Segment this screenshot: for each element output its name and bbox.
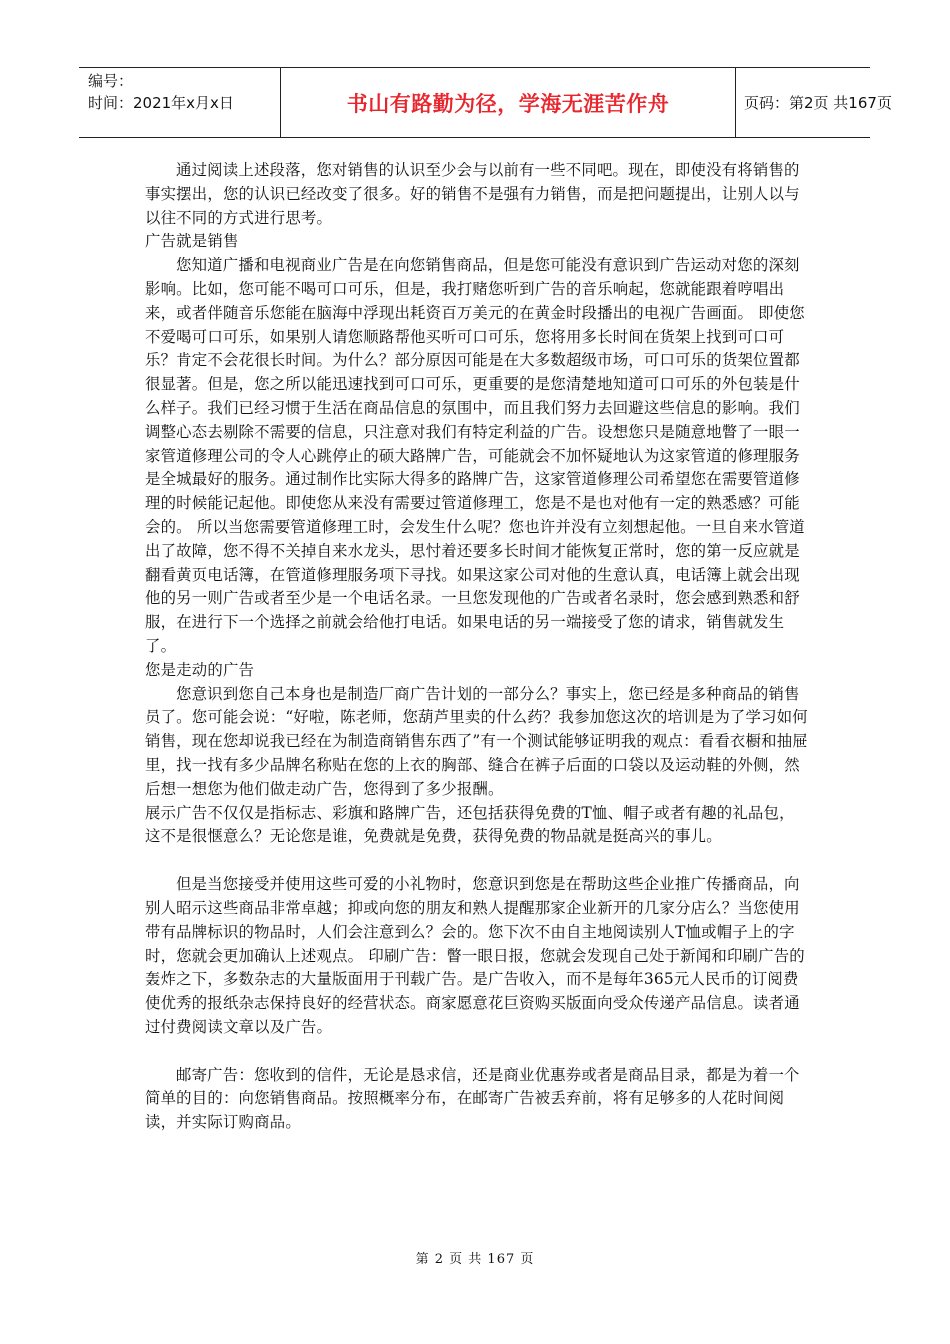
- motto-text: 书山有路勤为径，学海无涯苦作舟: [346, 91, 670, 116]
- date-text: 时间：2021年x月x日: [88, 94, 234, 112]
- paragraph-gifts-print-ads: 但是当您接受并使用这些可爱的小礼物时，您意识到您是在帮助这些企业推广传播商品，向别人昭示这些商品非常卓越；抑或向您的朋友和熟人提醒那家企业新开的几家分店么？当您使用带有品牌标识的物品时，人们会注意到么？会的。您下次不由自主地阅读别人T恤或帽子上的字时，您就会更加确认上述观点。 印刷广告：瞥一眼日报，您就会发现自己处于新闻和印刷广告的轰炸之下，多数杂志的大量版面用于刊载广告。是广告收入，而不是每年365元人民币的订阅费使优秀的报纸杂志保持良好的经营状态。商家愿意花巨资购买版面向受众传递产品信息。读者通过付费阅读文章以及广告。: [145, 875, 805, 1036]
- header-page-number: 页码：第2页 共167页: [744, 94, 892, 112]
- paragraph-mail-ads: 邮寄广告：您收到的信件，无论是恳求信，还是商业优惠券或者是商品目录，都是为着一个简单的目的：向您销售商品。按照概率分布，在邮寄广告被丢弃前，将有足够多的人花时间阅读，并实际订购商品。: [145, 1065, 800, 1132]
- paragraph-walking-ad: 您意识到您自己本身也是制造厂商广告计划的一部分么？事实上，您已经是多种商品的销售员了。您可能会说：“好啦，陈老师，您葫芦里卖的什么药？我参加您这次的培训是为了学习如何销售，现在您却说我已经在为制造商销售东西了”有一个测试能够证明我的观点：看看衣橱和抽屉里，找一找有多少品牌名称贴在您的上衣的胸部、缝合在裤子后面的口袋以及运动鞋的外侧，然后想一想您为他们做走动广告，您得到了多少报酬。: [145, 684, 808, 798]
- section-heading-ads-are-sales: 广告就是销售: [145, 232, 239, 251]
- header-motto-cell: [280, 68, 736, 137]
- section-heading-walking-ad: 您是走动的广告: [145, 660, 255, 679]
- doc-number-label: 编号：: [88, 72, 134, 90]
- page-header: [79, 67, 892, 138]
- paragraph-intro: 通过阅读上述段落，您对销售的认识至少会与以前有一些不同吧。现在，即使没有将销售的事实摆出，您的认识已经改变了很多。好的销售不是强有力销售，而是把问题提出，让别人以与以往不同的方式进行思考。: [145, 161, 800, 227]
- header-meta: [88, 70, 279, 114]
- page-footer: 第 2 页 共 167 页: [415, 1252, 535, 1267]
- paragraph-display-ads: 展示广告不仅仅是指标志、彩旗和路牌广告，还包括获得免费的T恤、帽子或者有趣的礼品包，这不是很惬意么？无论您是谁，免费就是免费，获得免费的物品就是挺高兴的事儿。: [145, 803, 795, 846]
- document-body: [145, 159, 809, 1135]
- paragraph-ads-influence: 您知道广播和电视商业广告是在向您销售商品，但是您可能没有意识到广告运动对您的深刻影响。比如，您可能不喝可口可乐，但是，我打赌您听到广告的音乐响起，您就能跟着哼唱出来，或者伴随音乐您能在脑海中浮现出耗资百万美元的在黄金时段播出的电视广告画面。 即使您不爱喝可口可乐，如果别人请您顺路帮他买听可口可乐，您将用多长时间在货架上找到可口可乐？肯定不会花很长时间。为什么？部分原因可能是在大多数超级市场，可口可乐的货架位置都很显著。但是，您之所以能迅速找到可口可乐，更重要的是您清楚地知道可口可乐的外包装是什么样子。我们已经习惯于生活在商品信息的氛围中，而且我们努力去回避这些信息的影响。我们调整心态去剔除不需要的信息，只注意对我们有特定利益的广告。设想您只是随意地瞥了一眼一家管道修理公司的令人心跳停止的硕大路牌广告，可能就会不加怀疑地认为这家管道的修理服务是全城最好的服务。通过制作比实际大得多的路牌广告，这家管道修理公司希望您在需要管道修理的时候能记起他。即使您从来没有需要过管道修理工，您是不是也对他有一定的熟悉感？可能会的。 所以当您需要管道修理工时，会发生什么呢？您也许并没有立刻想起他。一旦自来水管道出了故障，您不得不关掉自来水龙头，思忖着还要多长时间才能恢复正常时，您的第一反应就是翻看黄页电话簿，在管道修理服务项下寻找。如果这家公司对他的生意认真，电话簿上就会出现他的另一则广告或者至少是一个电话名录。一旦您发现他的广告或者名录时，您会感到熟悉和舒服，在进行下一个选择之前就会给他打电话。如果电话的另一端接受了您的请求，销售就发生了。: [145, 256, 805, 655]
